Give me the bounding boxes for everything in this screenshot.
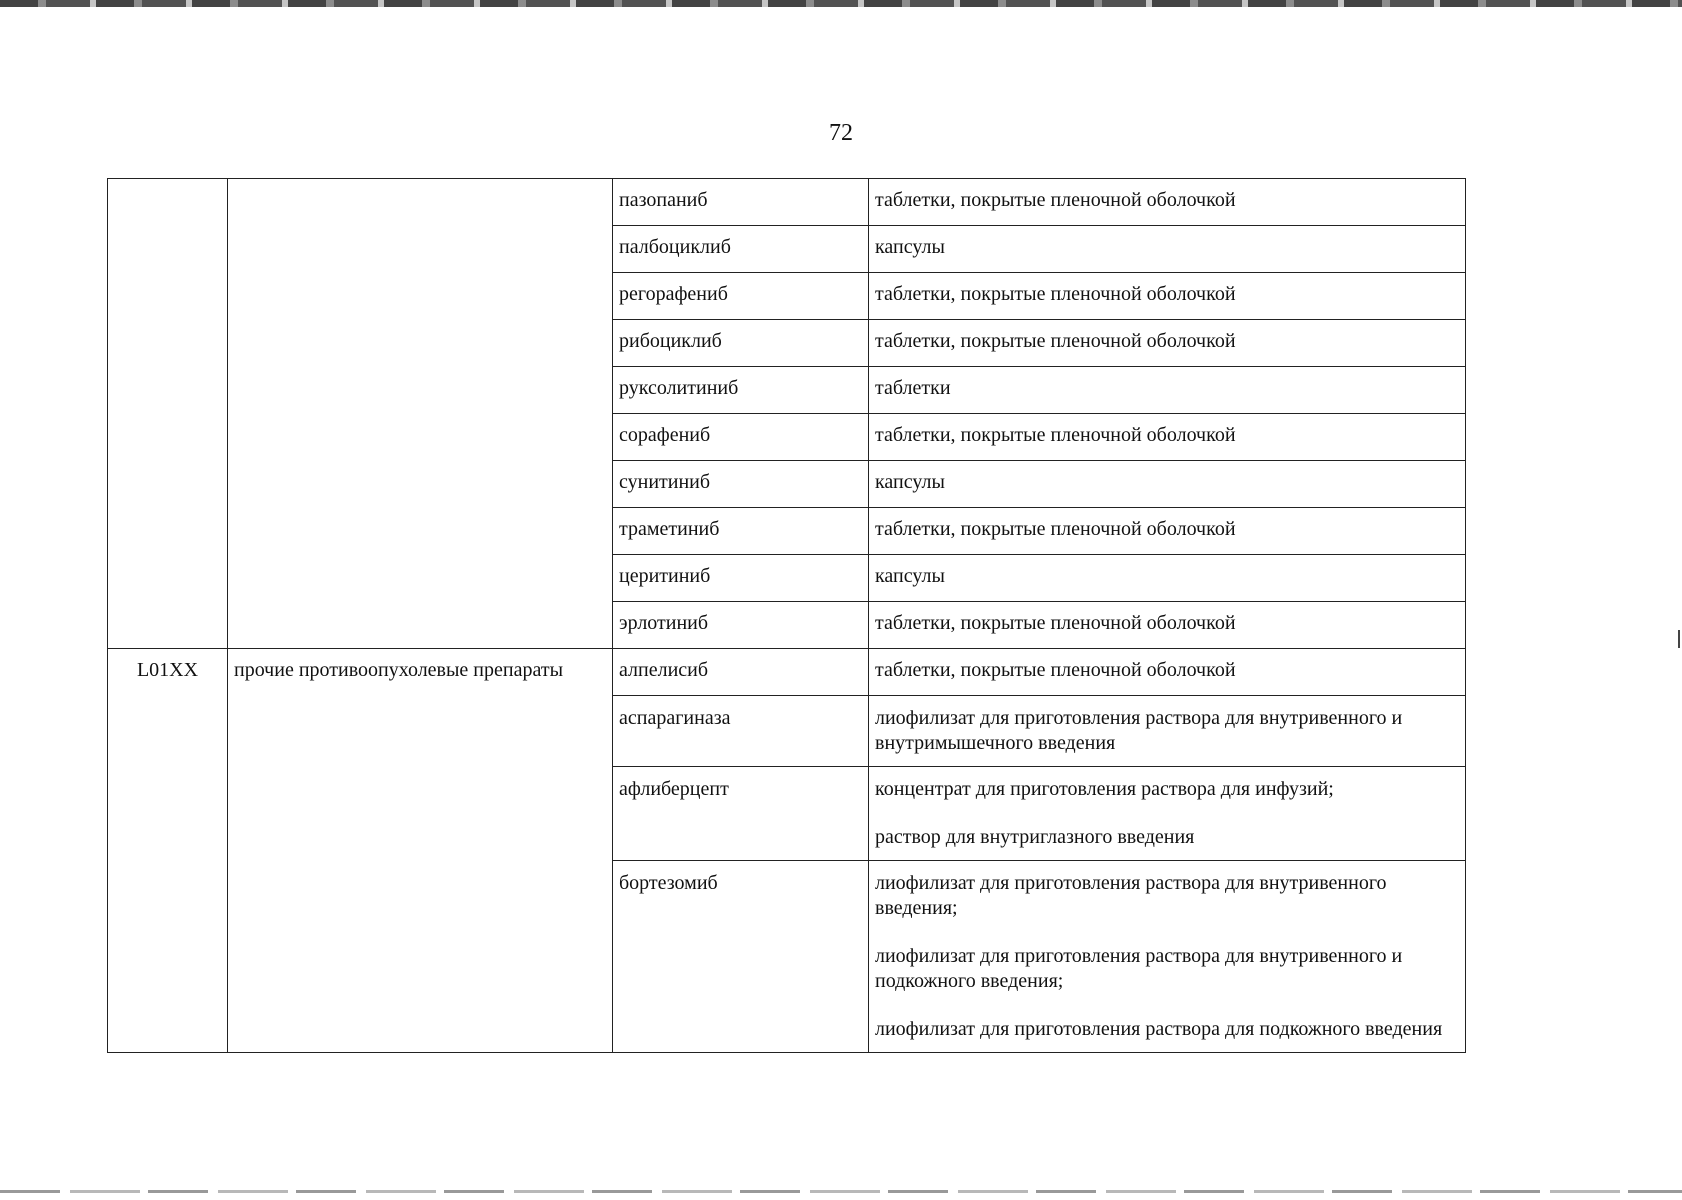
scan-mark: [1678, 630, 1680, 648]
dosage-form: таблетки, покрытые пленочной оболочкой: [875, 659, 1236, 681]
dosage-forms-cell: [869, 226, 1466, 273]
drug-name-cell: сорафениб: [613, 414, 869, 461]
dosage-forms-cell: [869, 414, 1466, 461]
dosage-forms-cell: [869, 508, 1466, 555]
table-row: [108, 179, 1466, 226]
drug-name-cell: аспарагиназа: [613, 696, 869, 767]
drug-name-cell: афлиберцепт: [613, 767, 869, 861]
drug-table: [107, 178, 1466, 1053]
drug-name-cell: рибоциклиб: [613, 320, 869, 367]
dosage-forms-cell: [869, 555, 1466, 602]
dosage-forms-cell: [869, 367, 1466, 414]
dosage-form: таблетки, покрытые пленочной оболочкой: [875, 330, 1236, 352]
dosage-form: лиофилизат для приготовления раствора для подкожного введения: [875, 1018, 1443, 1040]
drug-name-cell: церитиниб: [613, 555, 869, 602]
group-name-cell: прочие противоопухолевые препараты: [228, 649, 613, 1053]
dosage-form: концентрат для приготовления раствора для инфузий;: [875, 778, 1334, 800]
dosage-form: капсулы: [875, 236, 945, 258]
drug-name-cell: алпелисиб: [613, 649, 869, 696]
dosage-forms-cell: [869, 602, 1466, 649]
drug-name-cell: сунитиниб: [613, 461, 869, 508]
scan-edge-bottom: [0, 1190, 1682, 1193]
dosage-form: капсулы: [875, 471, 945, 493]
drug-name-cell: пазопаниб: [613, 179, 869, 226]
dosage-forms-cell: [869, 649, 1466, 696]
drug-name-cell: эрлотиниб: [613, 602, 869, 649]
drug-name-cell: палбоциклиб: [613, 226, 869, 273]
table-body: [108, 179, 1466, 1053]
atc-code-cell: L01XX: [108, 649, 228, 1053]
dosage-form: лиофилизат для приготовления раствора для внутривенного и подкожного введения;: [875, 945, 1403, 992]
dosage-forms-cell: [869, 861, 1466, 1053]
dosage-forms-cell: [869, 767, 1466, 861]
dosage-form: таблетки, покрытые пленочной оболочкой: [875, 189, 1236, 211]
dosage-forms-cell: [869, 179, 1466, 226]
dosage-form: таблетки, покрытые пленочной оболочкой: [875, 518, 1236, 540]
dosage-form: таблетки: [875, 377, 951, 399]
dosage-form: таблетки, покрытые пленочной оболочкой: [875, 283, 1236, 305]
drug-name-cell: бортезомиб: [613, 861, 869, 1053]
dosage-form: лиофилизат для приготовления раствора для внутривенного и внутримышечного введения: [875, 707, 1403, 754]
dosage-form: капсулы: [875, 565, 945, 587]
dosage-form: таблетки, покрытые пленочной оболочкой: [875, 612, 1236, 634]
drug-name-cell: регорафениб: [613, 273, 869, 320]
drug-name-cell: траметиниб: [613, 508, 869, 555]
dosage-form: лиофилизат для приготовления раствора для внутривенного введения;: [875, 872, 1387, 919]
table-row: [108, 649, 1466, 696]
dosage-forms-cell: [869, 320, 1466, 367]
dosage-form: раствор для внутриглазного введения: [875, 826, 1195, 848]
dosage-form: таблетки, покрытые пленочной оболочкой: [875, 424, 1236, 446]
page-number: 72: [829, 120, 853, 146]
group-name-cell: [228, 179, 613, 649]
dosage-forms-cell: [869, 461, 1466, 508]
atc-code-cell: [108, 179, 228, 649]
drug-name-cell: руксолитиниб: [613, 367, 869, 414]
dosage-forms-cell: [869, 696, 1466, 767]
scan-edge-top: [0, 0, 1682, 7]
dosage-forms-cell: [869, 273, 1466, 320]
